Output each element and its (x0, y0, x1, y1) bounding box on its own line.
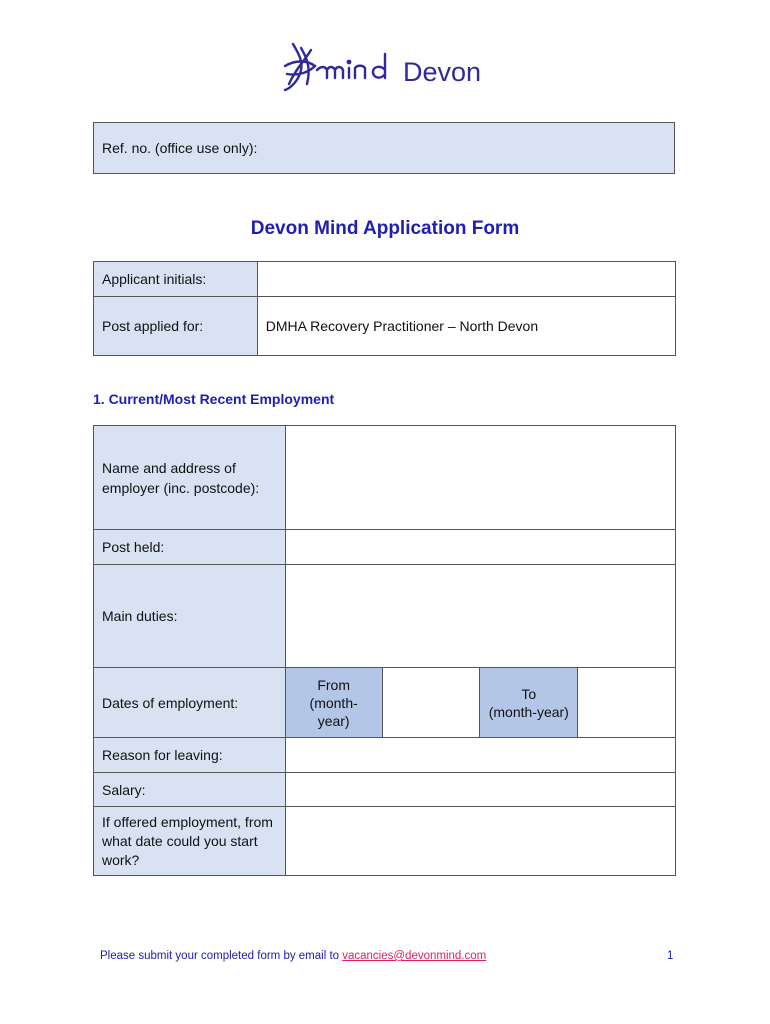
email-link[interactable]: vacancies@devonmind.com (342, 950, 487, 962)
post-applied-field[interactable]: DMHA Recovery Practitioner – North Devon (257, 297, 675, 356)
post-held-field[interactable] (285, 530, 675, 565)
to-date-field[interactable] (578, 668, 676, 738)
post-held-label: Post held: (94, 530, 286, 565)
to-label: To (521, 685, 537, 702)
ref-number-label: Ref. no. (office use only): (102, 140, 258, 156)
footer-note (100, 950, 486, 962)
reason-leaving-label: Reason for leaving: (94, 738, 286, 773)
section-heading: 1. Current/Most Recent Employment (93, 391, 335, 407)
salary-label: Salary: (94, 773, 286, 807)
salary-field[interactable] (285, 773, 675, 807)
employment-table (93, 425, 676, 876)
from-sublabel: (month-year) (309, 694, 358, 729)
reason-leaving-field[interactable] (285, 738, 675, 773)
employer-label: Name and address of employer (inc. postcode): (94, 426, 286, 530)
applicant-initials-field[interactable] (257, 262, 675, 297)
page-number: 1 (667, 950, 674, 962)
to-sublabel: (month-year) (488, 703, 569, 720)
dates-label: Dates of employment: (94, 668, 286, 738)
ref-number-field[interactable] (93, 122, 675, 174)
employer-field[interactable] (285, 426, 675, 530)
from-header (285, 668, 382, 738)
form-title: Devon Mind Application Form (250, 218, 520, 239)
from-date-field[interactable] (382, 668, 480, 738)
post-applied-label: Post applied for: (94, 297, 258, 356)
main-duties-field[interactable] (285, 565, 675, 668)
applicant-initials-label: Applicant initials: (94, 262, 258, 297)
start-date-label: If offered employment, from what date could you start work? (94, 807, 286, 876)
from-label: From (317, 676, 350, 693)
start-date-field[interactable] (285, 807, 675, 876)
footer-text: Please submit your completed form by email to (100, 950, 343, 962)
applicant-table (93, 261, 676, 356)
to-header (480, 668, 578, 738)
main-duties-label: Main duties: (94, 565, 286, 668)
logo-text: Devon (403, 57, 482, 87)
